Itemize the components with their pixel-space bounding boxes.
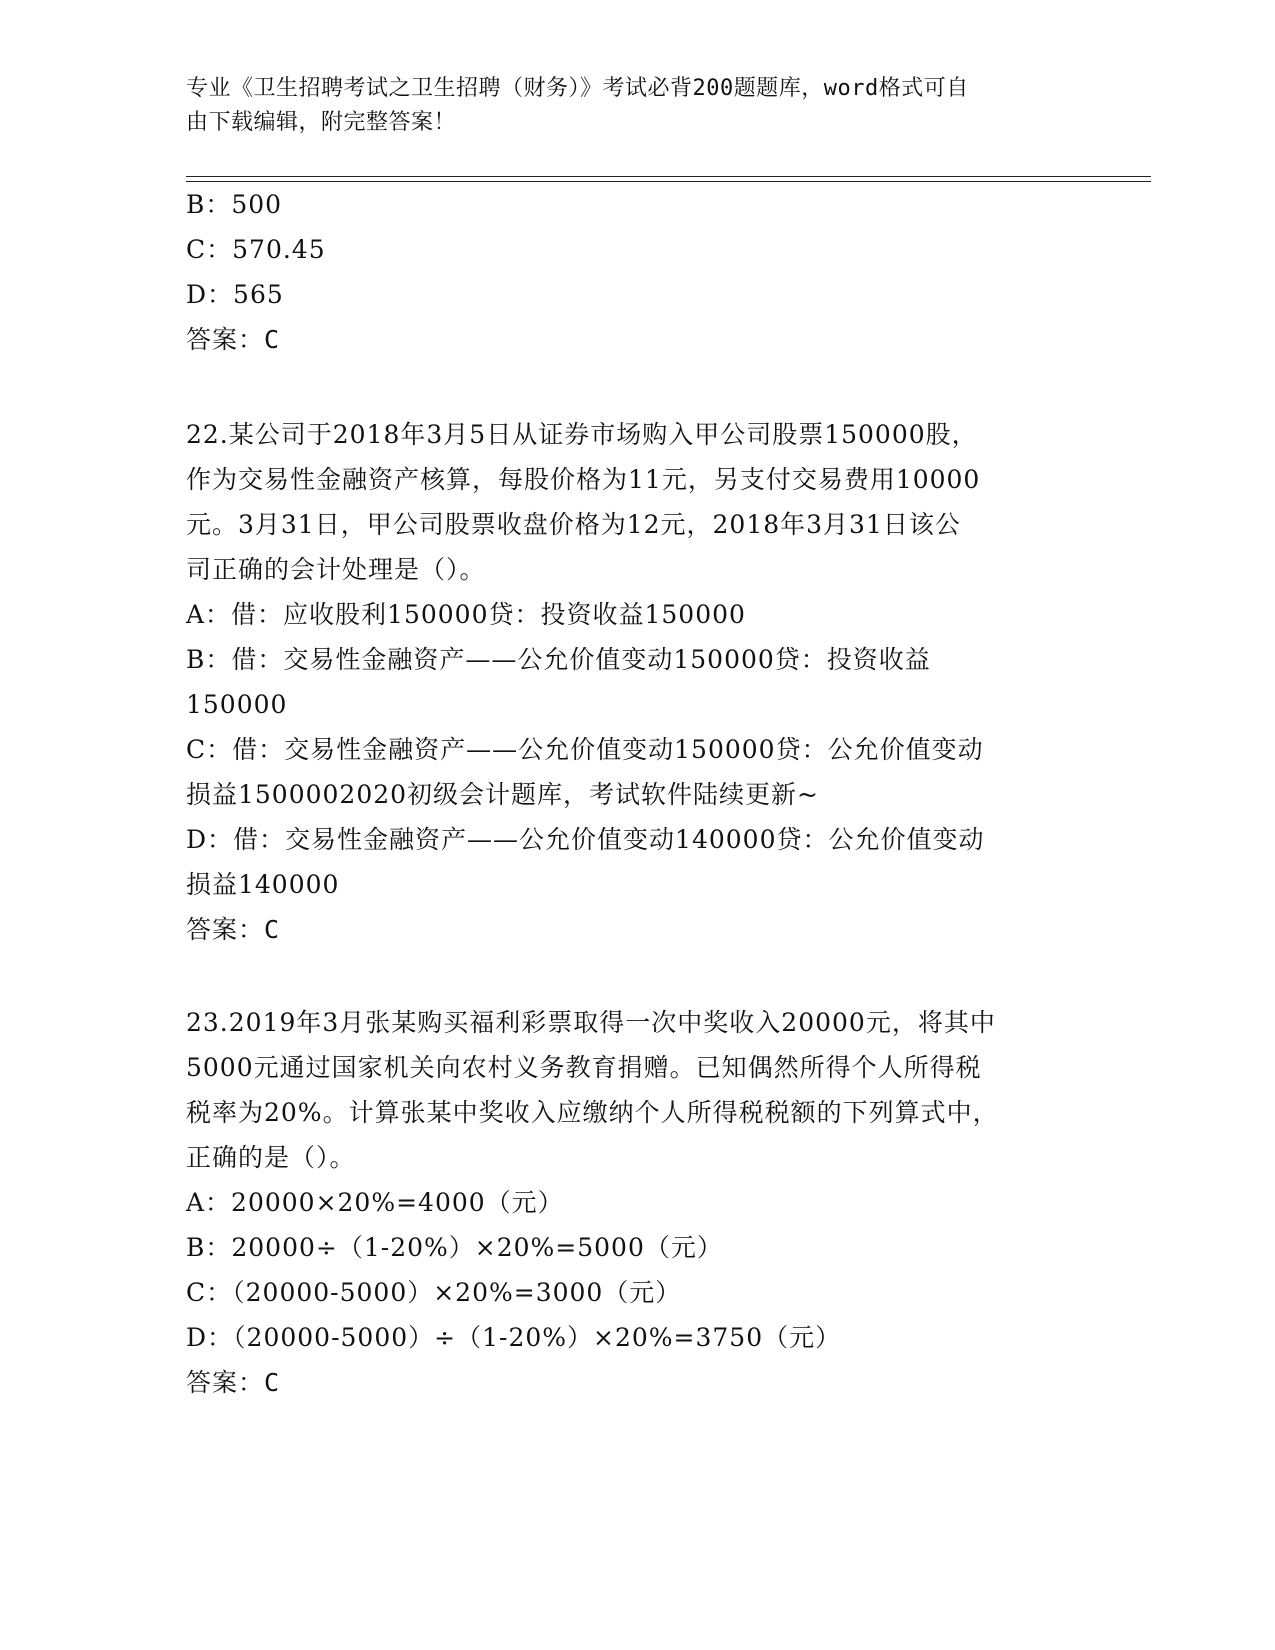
- q23-option-b: B：20000÷（1-20%）×20%=5000（元）: [186, 1233, 723, 1262]
- q21-option-b: B：500: [186, 190, 283, 219]
- q23-stem-line-4: 正确的是（）。: [186, 1143, 356, 1172]
- q23-stem-line-2: 5000元通过国家机关向农村义务教育捐赠。已知偶然所得个人所得税: [186, 1053, 982, 1082]
- q22-stem-line-1: 22.某公司于2018年3月5日从证券市场购入甲公司股票150000股，: [186, 420, 978, 449]
- header-line-2: 由下载编辑，附完整答案！: [186, 110, 457, 135]
- q21-option-c: C：570.45: [186, 235, 326, 264]
- header-divider-top: [186, 176, 1151, 177]
- q22-stem-line-2: 作为交易性金融资产核算，每股价格为11元，另支付交易费用10000: [186, 465, 981, 494]
- q22-option-d-line-1: D：借：交易性金融资产——公允价值变动140000贷：公允价值变动: [186, 825, 985, 854]
- q22-option-b-line-1: B：借：交易性金融资产——公允价值变动150000贷：投资收益: [186, 645, 931, 674]
- q22-option-c-line-2: 损益1500002020初级会计题库，考试软件陆续更新~: [186, 780, 820, 809]
- q22-stem-line-4: 司正确的会计处理是（）。: [186, 555, 486, 584]
- header-line-1: 专业《卫生招聘考试之卫生招聘（财务）》考试必背200题题库，word格式可自: [186, 76, 969, 101]
- q23-stem-line-1: 23.2019年3月张某购买福利彩票取得一次中奖收入20000元，将其中: [186, 1008, 996, 1037]
- q23-answer: 答案：C: [186, 1368, 281, 1397]
- q23-option-a: A：20000×20%=4000（元）: [186, 1188, 564, 1217]
- q23-option-d: D：（20000-5000）÷（1-20%）×20%=3750（元）: [186, 1323, 842, 1352]
- q22-stem-line-3: 元。3月31日，甲公司股票收盘价格为12元，2018年3月31日该公: [186, 510, 961, 539]
- q22-option-c-line-1: C：借：交易性金融资产——公允价值变动150000贷：公允价值变动: [186, 735, 984, 764]
- header-divider-bottom: [186, 181, 1151, 182]
- q22-option-b-line-2: 150000: [186, 690, 288, 719]
- q23-option-c: C：（20000-5000）×20%=3000（元）: [186, 1278, 682, 1307]
- q21-answer: 答案：C: [186, 325, 281, 354]
- q23-stem-line-3: 税率为20%。计算张某中奖收入应缴纳个人所得税税额的下列算式中，: [186, 1098, 999, 1127]
- q22-answer: 答案：C: [186, 915, 281, 944]
- q22-option-a: A：借：应收股利150000贷：投资收益150000: [186, 600, 746, 629]
- q22-option-d-line-2: 损益140000: [186, 870, 340, 899]
- document-header: [186, 72, 1066, 140]
- q21-option-d: D：565: [186, 280, 284, 309]
